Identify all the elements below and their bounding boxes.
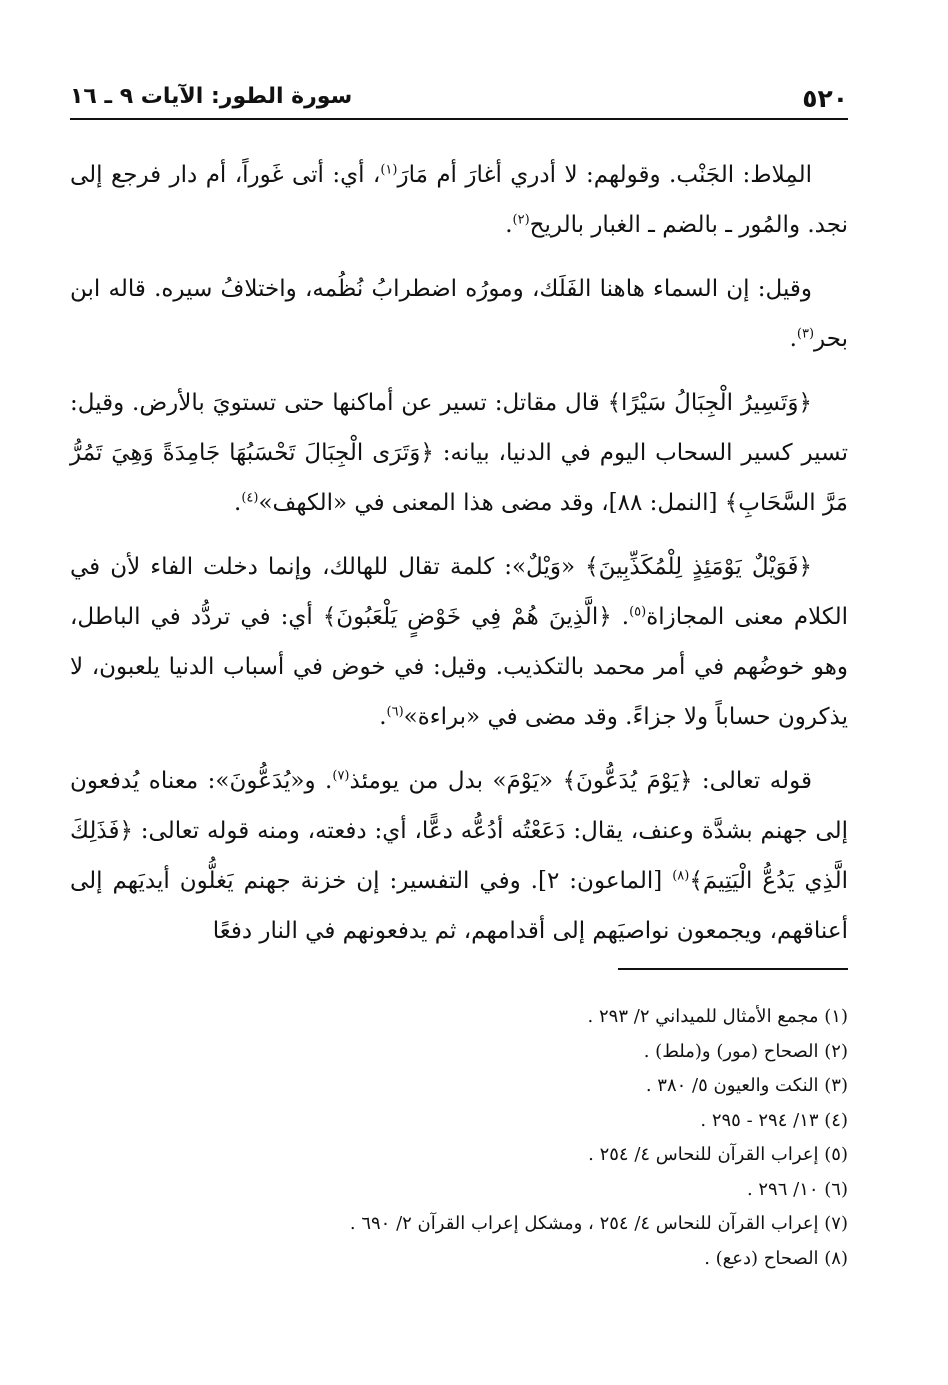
paragraph-2: وقيل: إن السماء هاهنا الفَلَك، ومورُه اضطرابُ نُظُمه، واختلافُ سيره. قاله ابن بحر$^{(٣)}$.: [70, 276, 848, 352]
footnote-separator: [618, 968, 848, 970]
running-title: سورة الطور: الآيات ٩ ـ ١٦: [70, 84, 353, 109]
footnote-item: (٨) الصحاح (دعع) .: [704, 1247, 848, 1269]
paragraph-5: قوله تعالى: ﴿يَوْمَ يُدَعُّونَ﴾ «يَوْمَ» بدل من يومئذ$^{(٧)}$. و«يُدَعُّونَ»: معناه يُدفعون إلى جهنم بشدَّة وعنف، يقال: دَعَعْتُه أدُعُّه دعًّا، أي: دفعته، ومنه قوله تعالى: ﴿فَذَلِكَ الَّذِي يَدُعُّ الْيَتِيمَ﴾$^{(٨)}$ [الماعون: ٢]. وفي التفسير: إن خزنة جهنم يَغلُّون أيديَهم إلى أعناقهم، ويجمعون نواصيَهم إلى أقدامهم، ثم يدفعونهم في النار دفعًا: [70, 768, 849, 944]
paragraph-3: ﴿وَتَسِيرُ الْجِبَالُ سَيْرًا﴾ قال مقاتل: تسير عن أماكنها حتى تستويَ بالأرض. وقيل: تسير كسير السحاب اليوم في الدنيا، بيانه: ﴿وَتَرَى الْجِبَالَ تَحْسَبُهَا جَامِدَةً وَهِيَ تَمُرُّ مَرَّ السَّحَابِ﴾ [النمل: ٨٨]، وقد مضى هذا المعنى في «الكهف»$^{(٤)}$.: [70, 390, 848, 516]
footnote-ref-5[interactable]: (٥): [629, 604, 647, 620]
footnote-item: (٣) النكت والعيون ٥/ ٣٨٠ .: [645, 1075, 848, 1096]
footnote-ref-8[interactable]: (٨): [672, 868, 690, 884]
page-header: [70, 78, 848, 120]
page-number: ٥٢٠: [802, 84, 848, 113]
header-rule: [70, 118, 848, 120]
footnote-item: (١) مجمع الأمثال للميداني ٢/ ٢٩٣ .: [587, 1006, 848, 1027]
paragraph-1: المِلاط: الجَنْب. وقولهم: لا أدري أغارَ أم مَارَ$^{(١)}$، أي: أتى غَوراً، أم دار فرجع إلى نجد. والمُور ـ بالضم ـ الغبار بالريح$^{(٢)}$.: [70, 162, 848, 238]
footnote-ref-3[interactable]: (٣): [796, 326, 815, 342]
main-text: [70, 150, 848, 970]
footnote-item: (٧) إعراب القرآن للنحاس ٤/ ٢٥٤ ، ومشكل إعراب القرآن ٢/ ٦٩٠ .: [349, 1213, 848, 1234]
footnote-item: (٢) الصحاح (مور) و(ملط) .: [643, 1040, 848, 1062]
footnote-ref-6[interactable]: (٦): [386, 704, 404, 720]
footnotes: [70, 1000, 848, 1276]
paragraph-4: ﴿فَوَيْلٌ يَوْمَئِذٍ لِلْمُكَذِّبِينَ﴾ «وَيْلٌ»: كلمة تقال للهالك، وإنما دخلت الفاء لأن في الكلام معنى المجازاة$^{(٥)}$. ﴿الَّذِينَ هُمْ فِي خَوْضٍ يَلْعَبُونَ﴾ أي: في تردُّد في الباطل، وهو خوضُهم في أمر محمد بالتكذيب. وقيل: في خوض في أسباب الدنيا يلعبون، لا يذكرون حساباً ولا جزاءً. وقد مضى في «براءة»$^{(٦)}$.: [70, 554, 848, 730]
footnote-ref-2[interactable]: (٢): [512, 212, 530, 228]
footnote-ref-7[interactable]: (٧): [332, 768, 350, 784]
footnote-ref-1[interactable]: (١): [380, 162, 398, 178]
footnote-item: (٦) ١٠/ ٢٩٦ .: [746, 1178, 848, 1200]
footnote-item: (٥) إعراب القرآن للنحاس ٤/ ٢٥٤ .: [588, 1144, 848, 1165]
footnote-ref-4[interactable]: (٤): [241, 490, 259, 506]
footnote-item: (٤) ١٣/ ٢٩٤ - ٢٩٥ .: [700, 1109, 848, 1131]
